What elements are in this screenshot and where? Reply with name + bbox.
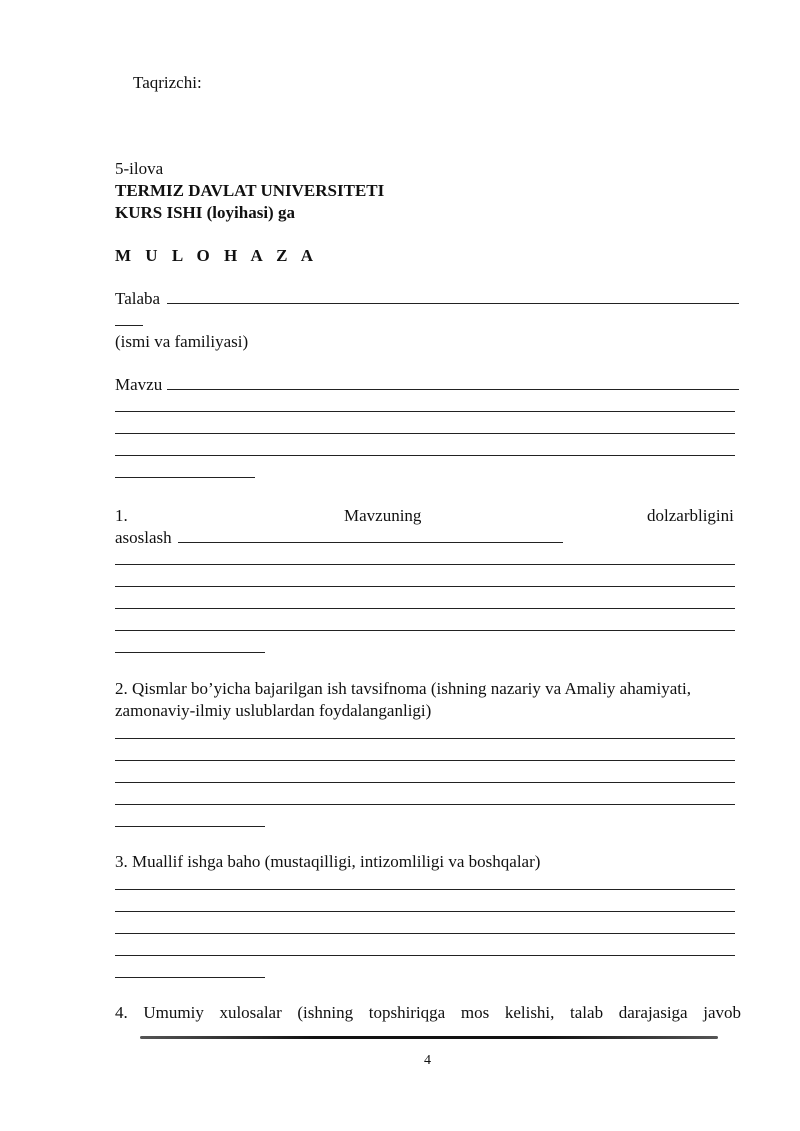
section-2-line — [115, 782, 735, 783]
topic-line — [115, 411, 735, 412]
section-2-heading: 2. Qismlar bo’yicha bajarilgan ish tavsifnoma (ishning nazariy va Amaliy ahamiyati, — [115, 679, 691, 698]
student-hint: (ismi va familiyasi) — [115, 332, 249, 351]
section-2-line — [115, 804, 735, 805]
section-1-line — [115, 630, 735, 631]
section-3-line — [115, 911, 735, 912]
topic-label: Mavzu — [115, 375, 163, 394]
annex-label: 5-ilova — [115, 159, 164, 178]
section-2-heading: zamonaviy-ilmiy uslublardan foydalanganligi) — [115, 701, 432, 720]
section-1-number: 1. — [115, 506, 128, 525]
footer-rule — [140, 1036, 718, 1039]
reviewer-label: Taqrizchi: — [133, 73, 202, 92]
section-3-line — [115, 889, 735, 890]
university-name: TERMIZ DAVLAT UNIVERSITETI — [115, 181, 385, 200]
student-name-line-continuation — [115, 325, 143, 326]
section-2-line-end — [115, 826, 265, 827]
work-title: KURS ISHI (loyihasi) ga — [115, 203, 295, 222]
section-3-line — [115, 955, 735, 956]
section-1-line — [115, 608, 735, 609]
student-label: Talaba — [115, 289, 161, 308]
section-2-line — [115, 760, 735, 761]
section-1-word: asoslash — [115, 528, 172, 547]
topic-line — [167, 389, 739, 390]
section-1-line — [115, 586, 735, 587]
section-2-line — [115, 738, 735, 739]
section-1-line — [178, 542, 563, 543]
page-number: 4 — [424, 1053, 431, 1068]
topic-line-end — [115, 477, 255, 478]
page-title: M U L O H A Z A — [115, 246, 318, 265]
section-1-word: Mavzuning — [344, 506, 422, 525]
topic-line — [115, 433, 735, 434]
section-1-line-end — [115, 652, 265, 653]
section-1-word: dolzarbligini — [647, 506, 734, 525]
topic-line — [115, 455, 735, 456]
section-3-heading: 3. Muallif ishga baho (mustaqilligi, intizomliligi va boshqalar) — [115, 852, 541, 871]
section-4-heading: 4. Umumiy xulosalar (ishning topshiriqga mos kelishi, talab darajasiga javob — [115, 1003, 741, 1022]
section-3-line — [115, 933, 735, 934]
section-1-line — [115, 564, 735, 565]
section-3-line-end — [115, 977, 265, 978]
student-name-line — [167, 303, 739, 304]
